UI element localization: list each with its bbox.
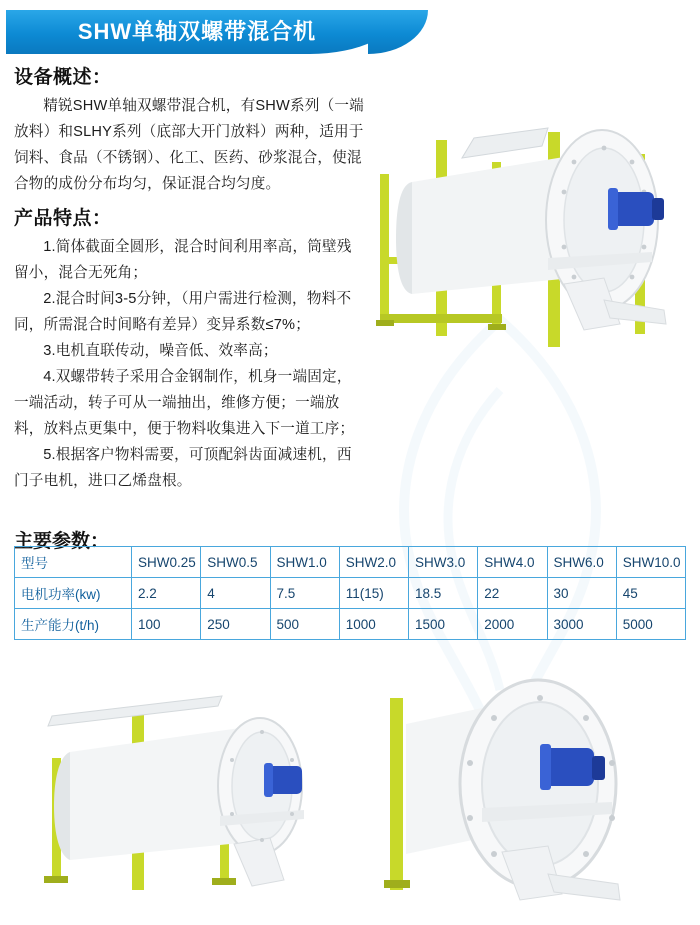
table-row (15, 609, 686, 640)
cell: 45 (616, 578, 685, 609)
cell: 5000 (616, 609, 685, 640)
cell: SHW1.0 (270, 547, 339, 578)
features-title: 产品特点： (14, 208, 112, 229)
cell: SHW6.0 (547, 547, 616, 578)
row-label: 生产能力(t/h) (15, 609, 132, 640)
cell: 22 (478, 578, 547, 609)
cell: 3000 (547, 609, 616, 640)
feature-paragraph-1: 1.简体截面全圆形，混合时间利用率高，筒壁残留小，混合无死角； (14, 239, 352, 281)
cell: SHW10.0 (616, 547, 685, 578)
params-table-wrap (14, 546, 686, 640)
cell: 11(15) (339, 578, 408, 609)
cell: 2.2 (132, 578, 201, 609)
page-title: SHW单轴双螺带混合机 (77, 19, 317, 44)
params-table (14, 546, 686, 640)
cell: 1000 (339, 609, 408, 640)
feature-paragraph-2: 2.混合时间3-5分钟，（用户需进行检测，物料不同，所需混合时间略有差异）变异系数≤7%； (14, 291, 352, 333)
overview-title: 设备概述： (14, 67, 112, 88)
cell: 4 (201, 578, 270, 609)
cell: 30 (547, 578, 616, 609)
cell: 2000 (478, 609, 547, 640)
feature-paragraph-3: 3.电机直联传动，噪音低、效率高； (43, 343, 278, 359)
table-row (15, 547, 686, 578)
row-label: 型号 (15, 547, 132, 578)
product-image-end (362, 668, 694, 918)
feature-paragraph-4: 4.双螺带转子采用合金钢制作，机身一端固定，一端活动，转子可从一端抽出，维修方便；一端放料，放料点更集中，便于物料收集进入下一道工序； (14, 369, 355, 437)
table-row (15, 578, 686, 609)
cell: SHW0.5 (201, 547, 270, 578)
header-banner (0, 10, 700, 54)
overview-paragraph-1: 精锐SHW单轴双螺带混合机，有SHW系列（一端放料）和SLHY系列（底部大开门放料）两种，适用于饲料、食品（不锈钢）、化工、医药、砂浆混合，使混合物的成份分布均匀，保证混合均匀度。 (14, 98, 364, 192)
cell: SHW4.0 (478, 547, 547, 578)
cell: SHW3.0 (409, 547, 478, 578)
article-content (14, 62, 364, 494)
cell: SHW2.0 (339, 547, 408, 578)
cell: 500 (270, 609, 339, 640)
product-image-main (352, 62, 694, 362)
cell: 7.5 (270, 578, 339, 609)
cell: 18.5 (409, 578, 478, 609)
row-label: 电机功率(kw) (15, 578, 132, 609)
cell: 250 (201, 609, 270, 640)
cell: SHW0.25 (132, 547, 201, 578)
cell: 100 (132, 609, 201, 640)
feature-paragraph-5: 5.根据客户物料需要，可顶配斜齿面减速机，西门子电机，进口乙烯盘根。 (14, 447, 352, 489)
params-title: 主要参数： (14, 530, 110, 552)
product-image-side (8, 668, 348, 918)
cell: 1500 (409, 609, 478, 640)
